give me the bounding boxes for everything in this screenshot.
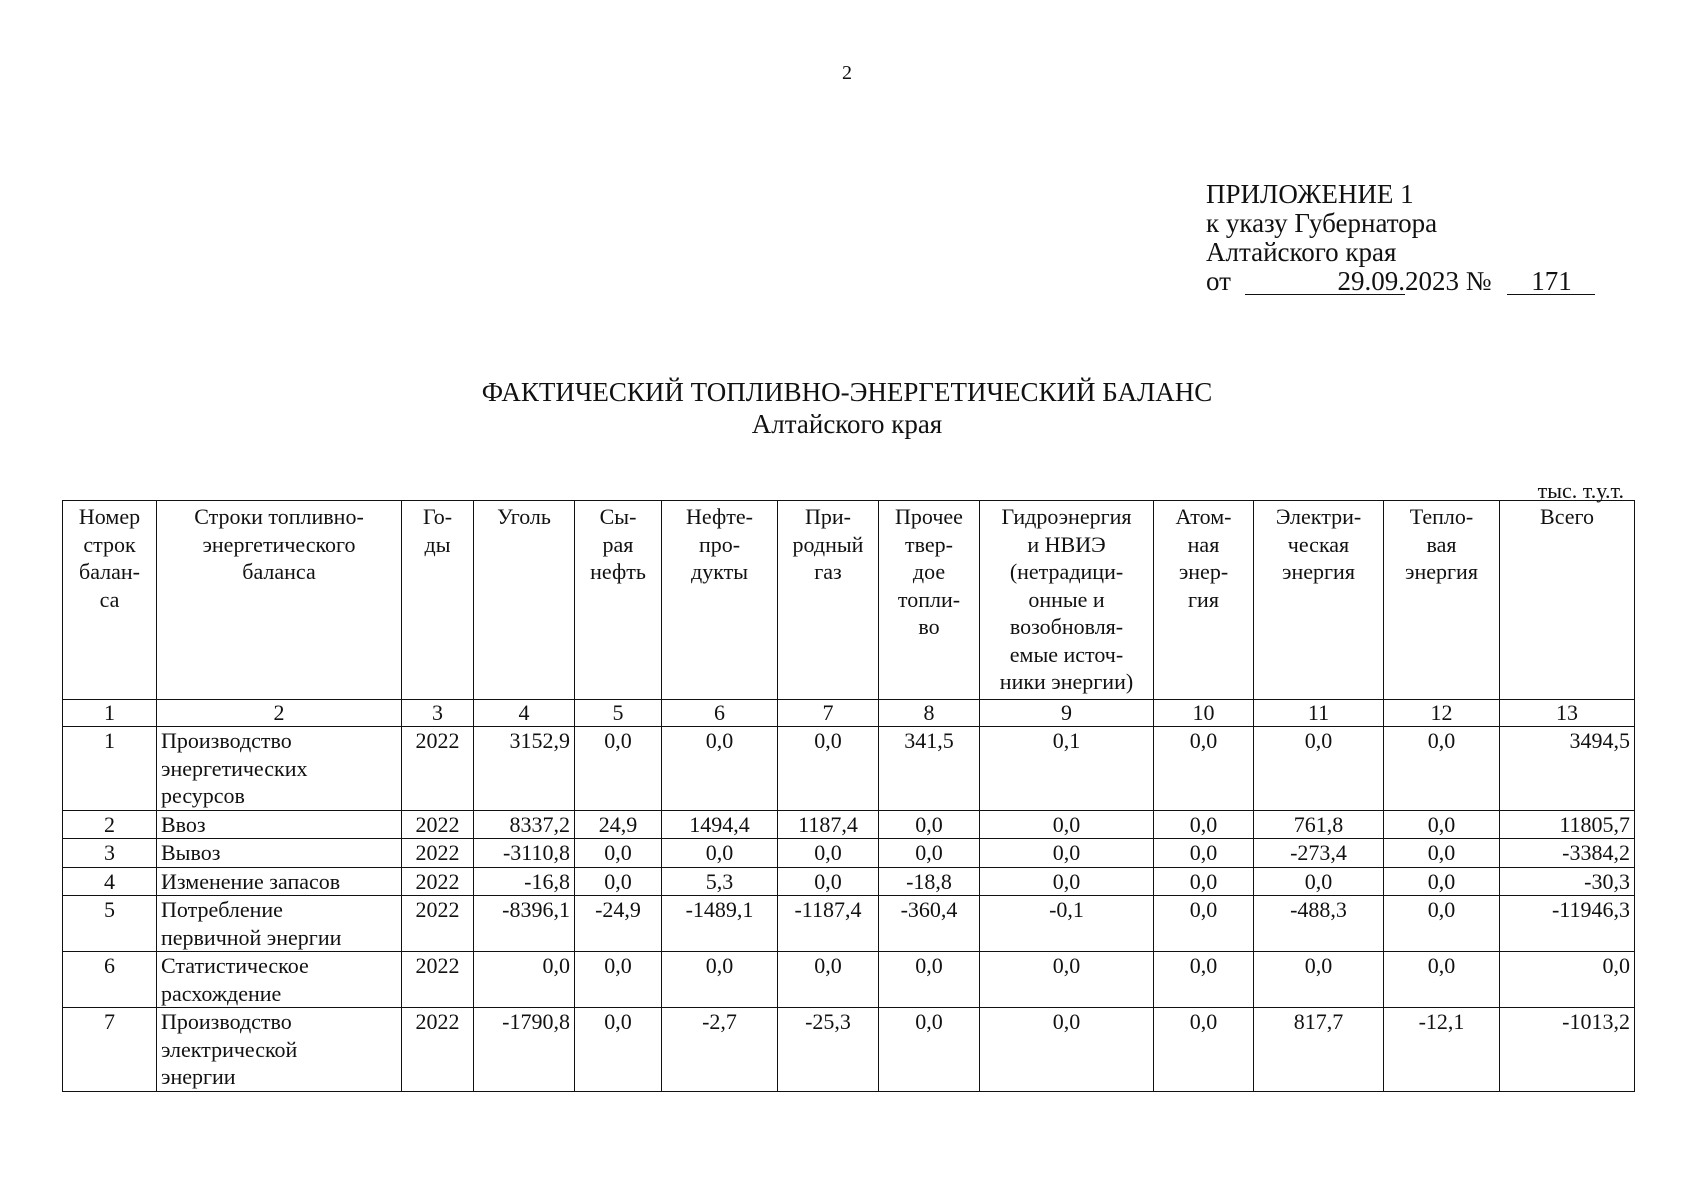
column-number-cell: 13: [1500, 700, 1635, 727]
value-cell: -25,3: [778, 1008, 879, 1092]
column-number-cell: 2: [157, 700, 402, 727]
column-number-cell: 4: [474, 700, 575, 727]
row-name-cell: [157, 867, 402, 896]
value-cell: -11946,3: [1500, 896, 1635, 952]
value-cell: 3152,9: [474, 727, 575, 811]
header-line: гия: [1188, 586, 1219, 612]
value-cell: 0,0: [879, 810, 980, 839]
row-name-line: Статистическое: [161, 953, 309, 978]
header-line: Нефте-: [686, 504, 753, 529]
decree-date: 29.09.: [1245, 268, 1405, 295]
value-cell: -16,8: [474, 867, 575, 896]
value-cell: 0,0: [575, 1008, 662, 1092]
value-cell: -273,4: [1254, 839, 1384, 868]
row-name-line: энергетических: [161, 755, 308, 781]
decree-number: 171: [1507, 268, 1595, 295]
value-cell: 0,0: [1500, 952, 1635, 1008]
value-cell: 1187,4: [778, 810, 879, 839]
value-cell: 0,1: [980, 727, 1154, 811]
value-cell: -1187,4: [778, 896, 879, 952]
value-cell: 0,0: [1384, 810, 1500, 839]
value-cell: -1013,2: [1500, 1008, 1635, 1092]
value-cell: 0,0: [1154, 839, 1254, 868]
column-header-11: [1254, 501, 1384, 700]
row-name-line: электрической: [161, 1036, 298, 1062]
column-number-cell: 11: [1254, 700, 1384, 727]
value-cell: 0,0: [575, 952, 662, 1008]
value-cell: 0,0: [980, 1008, 1154, 1092]
header-line: строк: [83, 531, 136, 557]
value-cell: -3384,2: [1500, 839, 1635, 868]
header-line: ды: [424, 531, 451, 557]
header-line: (нетрадици-: [1009, 559, 1124, 584]
row-number-cell: 7: [63, 1008, 157, 1092]
value-cell: 817,7: [1254, 1008, 1384, 1092]
units-label: тыс. т.у.т.: [1537, 478, 1624, 503]
value-cell: 0,0: [1154, 952, 1254, 1008]
header-line: родный: [792, 531, 864, 557]
table-row: [63, 896, 1635, 952]
header-line: возобновля-: [1009, 614, 1124, 639]
value-cell: 0,0: [879, 952, 980, 1008]
row-name-line: первичной энергии: [161, 924, 342, 950]
year-cell: 2022: [402, 839, 474, 868]
column-number-cell: 3: [402, 700, 474, 727]
value-cell: -1790,8: [474, 1008, 575, 1092]
column-header-7: [778, 501, 879, 700]
header-line: ная: [1187, 531, 1220, 557]
value-cell: 0,0: [980, 839, 1154, 868]
value-cell: -360,4: [879, 896, 980, 952]
row-number-cell: 4: [63, 867, 157, 896]
value-cell: 0,0: [778, 839, 879, 868]
value-cell: 0,0: [575, 727, 662, 811]
header-line: Всего: [1540, 504, 1594, 529]
header-line: дукты: [691, 559, 748, 584]
header-line: ческая: [1287, 531, 1350, 557]
header-line: дое: [912, 559, 946, 584]
row-name-line: Изменение запасов: [161, 868, 341, 894]
table-row: [63, 839, 1635, 868]
value-cell: 0,0: [778, 867, 879, 896]
value-cell: 0,0: [879, 1008, 980, 1092]
value-cell: 0,0: [1384, 727, 1500, 811]
header-line: Атом-: [1175, 504, 1232, 529]
value-cell: 0,0: [778, 727, 879, 811]
value-cell: -8396,1: [474, 896, 575, 952]
value-cell: 761,8: [1254, 810, 1384, 839]
header-line: топли-: [897, 586, 961, 612]
row-number-cell: 2: [63, 810, 157, 839]
value-cell: 0,0: [1154, 727, 1254, 811]
header-line: твер-: [905, 531, 953, 557]
row-number-cell: 1: [63, 727, 157, 811]
year-cell: 2022: [402, 810, 474, 839]
value-cell: 5,3: [662, 867, 778, 896]
header-line: Номер: [78, 504, 141, 529]
header-line: емые источ-: [1009, 641, 1124, 667]
row-name-cell: [157, 839, 402, 868]
row-name-line: Потребление: [161, 897, 283, 922]
column-number-cell: 8: [879, 700, 980, 727]
header-line: вая: [1426, 531, 1457, 557]
value-cell: 0,0: [575, 867, 662, 896]
row-name-line: Производство: [161, 728, 292, 753]
row-name-line: расхождение: [161, 980, 282, 1006]
row-name-line: Вывоз: [161, 840, 221, 865]
header-line: энергия: [1282, 559, 1355, 584]
header-line: ники энергии): [999, 669, 1134, 694]
year-cell: 2022: [402, 867, 474, 896]
value-cell: 0,0: [980, 952, 1154, 1008]
appendix-date-line: [1206, 267, 1626, 296]
column-number-cell: 10: [1154, 700, 1254, 727]
title-main: ФАКТИЧЕСКИЙ ТОПЛИВНО-ЭНЕРГЕТИЧЕСКИЙ БАЛАНС: [481, 377, 1213, 407]
value-cell: -24,9: [575, 896, 662, 952]
column-number-row: [63, 700, 1635, 727]
value-cell: 0,0: [575, 839, 662, 868]
document-title: [0, 376, 1694, 440]
header-line: Строки топливно-: [194, 504, 364, 529]
column-header-2: [157, 501, 402, 700]
value-cell: 24,9: [575, 810, 662, 839]
header-line: энер-: [1178, 559, 1229, 584]
column-number-cell: 6: [662, 700, 778, 727]
header-line: нефть: [590, 559, 646, 584]
value-cell: 0,0: [980, 867, 1154, 896]
value-cell: 0,0: [1154, 867, 1254, 896]
page-number: 2: [842, 62, 852, 84]
header-line: рая: [602, 531, 634, 557]
column-header-1: [63, 501, 157, 700]
row-number-cell: 5: [63, 896, 157, 952]
row-name-cell: [157, 952, 402, 1008]
value-cell: 3494,5: [1500, 727, 1635, 811]
row-name-cell: [157, 896, 402, 952]
appendix-line-region: Алтайского края: [1206, 237, 1397, 267]
value-cell: -2,7: [662, 1008, 778, 1092]
column-header-8: [879, 501, 980, 700]
row-number-cell: 3: [63, 839, 157, 868]
column-number-cell: 12: [1384, 700, 1500, 727]
table-row: [63, 952, 1635, 1008]
header-line: са: [99, 586, 120, 612]
value-cell: 0,0: [662, 839, 778, 868]
header-line: Уголь: [497, 504, 551, 529]
from-label: от: [1206, 266, 1231, 296]
header-line: онные и: [1028, 586, 1105, 612]
value-cell: -3110,8: [474, 839, 575, 868]
value-cell: -1489,1: [662, 896, 778, 952]
appendix-block: [1206, 180, 1626, 296]
value-cell: 0,0: [1384, 839, 1500, 868]
value-cell: 0,0: [1384, 952, 1500, 1008]
value-cell: -30,3: [1500, 867, 1635, 896]
row-number-cell: 6: [63, 952, 157, 1008]
header-line: Гидроэнергия: [1001, 504, 1132, 529]
value-cell: -0,1: [980, 896, 1154, 952]
header-line: При-: [805, 504, 851, 529]
header-line: Тепло-: [1409, 504, 1474, 529]
appendix-line-decree: к указу Губернатора: [1206, 208, 1438, 238]
header-line: и НВИЭ: [1027, 531, 1106, 557]
value-cell: 0,0: [1254, 867, 1384, 896]
header-line: баланса: [242, 559, 316, 584]
table-header-row: [63, 501, 1635, 700]
value-cell: 0,0: [879, 839, 980, 868]
column-header-13: [1500, 501, 1635, 700]
header-line: Го-: [422, 504, 453, 529]
column-header-10: [1154, 501, 1254, 700]
appendix-title: ПРИЛОЖЕНИЕ 1: [1206, 179, 1414, 209]
column-header-9: [980, 501, 1154, 700]
column-header-12: [1384, 501, 1500, 700]
header-line: Сы-: [599, 504, 637, 529]
value-cell: -12,1: [1384, 1008, 1500, 1092]
decree-year: 2023 №: [1404, 266, 1492, 296]
year-cell: 2022: [402, 896, 474, 952]
column-header-6: [662, 501, 778, 700]
title-sub: Алтайского края: [751, 409, 943, 439]
year-cell: 2022: [402, 1008, 474, 1092]
column-number-cell: 7: [778, 700, 879, 727]
table-row: [63, 810, 1635, 839]
column-header-4: [474, 501, 575, 700]
column-number-cell: 1: [63, 700, 157, 727]
header-line: про-: [698, 531, 741, 557]
value-cell: 0,0: [474, 952, 575, 1008]
value-cell: 0,0: [1154, 810, 1254, 839]
value-cell: -488,3: [1254, 896, 1384, 952]
column-number-cell: 5: [575, 700, 662, 727]
column-number-cell: 9: [980, 700, 1154, 727]
row-name-cell: [157, 1008, 402, 1092]
value-cell: 11805,7: [1500, 810, 1635, 839]
table-row: [63, 727, 1635, 811]
value-cell: 0,0: [662, 727, 778, 811]
value-cell: 0,0: [1154, 896, 1254, 952]
value-cell: 1494,4: [662, 810, 778, 839]
energy-balance-table: [62, 500, 1635, 1092]
year-cell: 2022: [402, 727, 474, 811]
value-cell: 341,5: [879, 727, 980, 811]
header-line: Электри-: [1275, 504, 1362, 529]
value-cell: 0,0: [1254, 952, 1384, 1008]
value-cell: 0,0: [1154, 1008, 1254, 1092]
value-cell: 0,0: [1384, 867, 1500, 896]
row-name-line: ресурсов: [161, 783, 245, 808]
table-row: [63, 867, 1635, 896]
value-cell: 0,0: [980, 810, 1154, 839]
value-cell: 0,0: [1254, 727, 1384, 811]
row-name-line: Ввоз: [161, 811, 206, 837]
header-line: энергетического: [202, 531, 356, 557]
value-cell: 0,0: [778, 952, 879, 1008]
header-line: энергия: [1405, 559, 1478, 584]
header-line: балан-: [79, 559, 140, 584]
year-cell: 2022: [402, 952, 474, 1008]
row-name-line: Производство: [161, 1009, 292, 1034]
value-cell: -18,8: [879, 867, 980, 896]
value-cell: 8337,2: [474, 810, 575, 839]
row-name-cell: [157, 810, 402, 839]
table-row: [63, 1008, 1635, 1092]
column-header-5: [575, 501, 662, 700]
value-cell: 0,0: [662, 952, 778, 1008]
header-line: во: [918, 614, 940, 639]
value-cell: 0,0: [1384, 896, 1500, 952]
header-line: Прочее: [895, 504, 963, 529]
row-name-cell: [157, 727, 402, 811]
header-line: газ: [814, 559, 842, 584]
row-name-line: энергии: [161, 1064, 236, 1089]
column-header-3: [402, 501, 474, 700]
